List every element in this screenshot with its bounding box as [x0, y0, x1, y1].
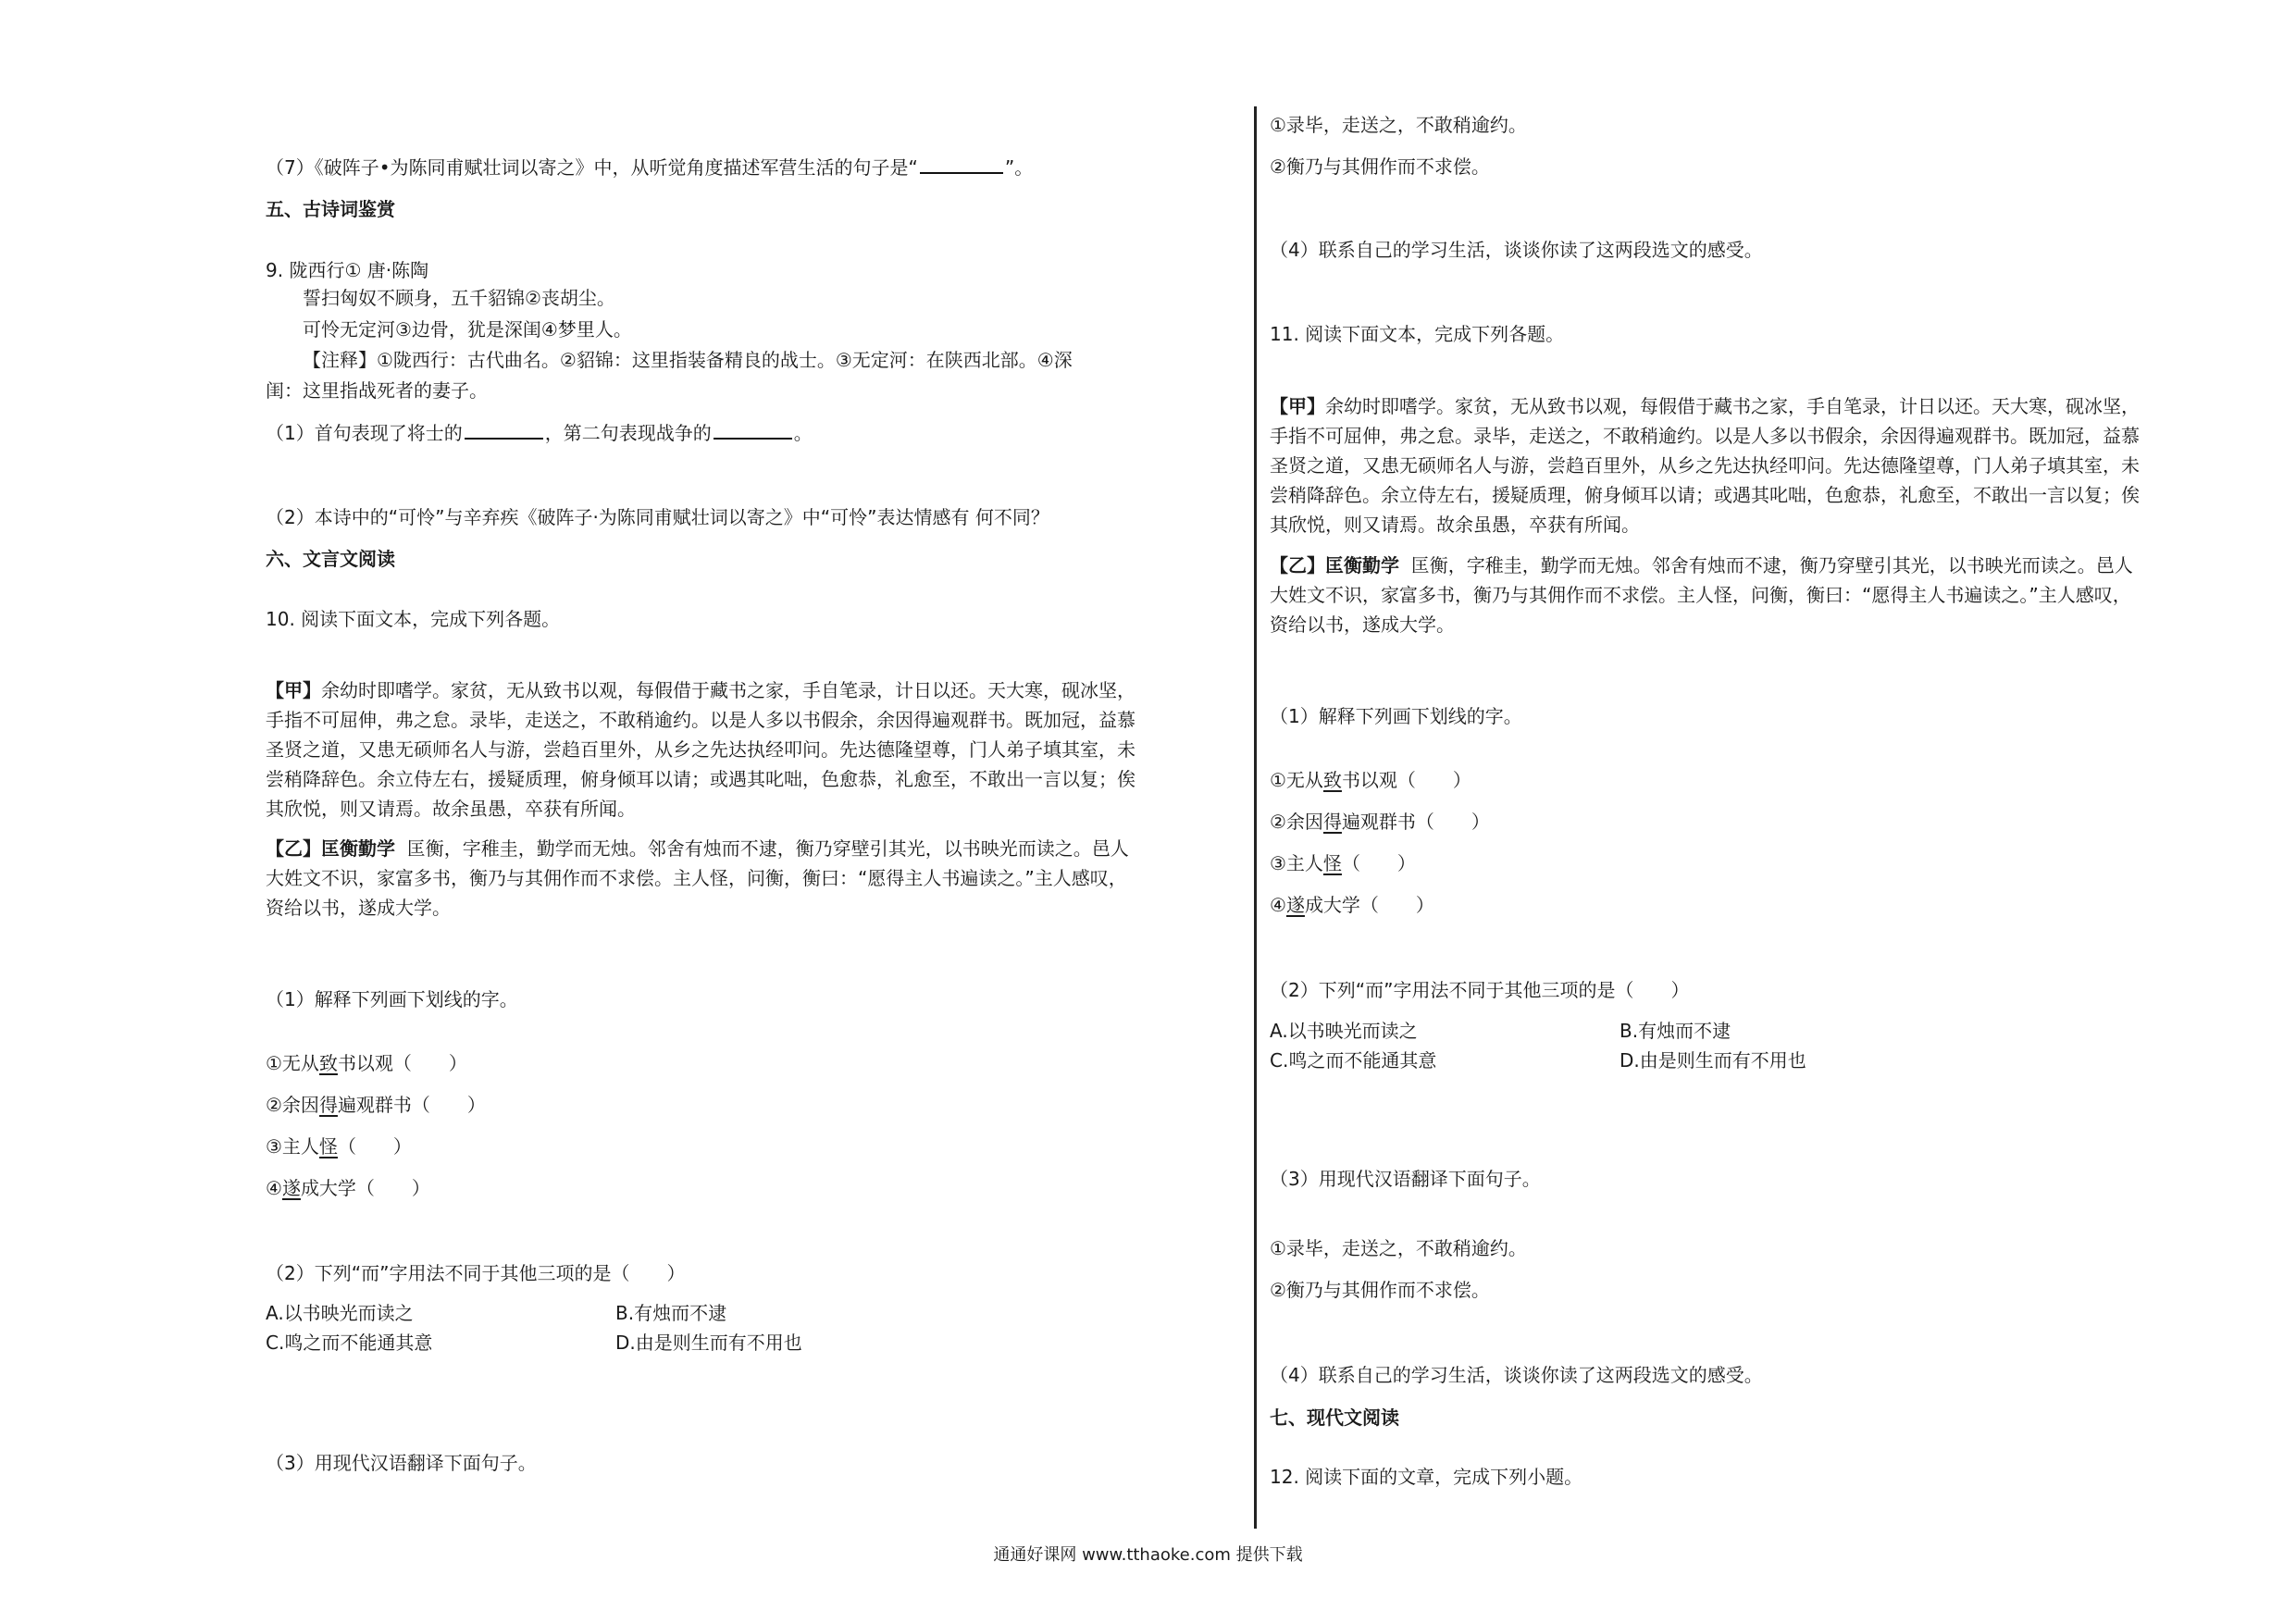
- q10-sub2: （2）下列“而”字用法不同于其他三项的是（ ）: [266, 1262, 686, 1284]
- passage-jia-line: 其欣悦，则又请焉。故余虽愚，卒获有所闻。: [1270, 514, 1640, 536]
- translate-item: ①录毕，走送之，不敢稍逾约。: [1270, 1237, 1527, 1259]
- vocab-item: ①无从致书以观（ ）: [1270, 769, 1471, 791]
- passage-jia-line: 【甲】余幼时即嗜学。家贫，无从致书以观，每假借于藏书之家，手自笔录，计日以还。天大寒，砚冰坚，: [266, 679, 1136, 701]
- q7-text: （7）《破阵子•为陈同甫赋壮词以寄之》中，从听觉角度描述军营生活的句子是“: [266, 156, 918, 179]
- translate-item: ②衡乃与其佣作而不求偿。: [1270, 1279, 1490, 1301]
- q9-sub1: （1）首句表现了将士的 ，第二句表现战争的 。: [266, 419, 813, 446]
- option-d[interactable]: D.由是则生而有不用也: [615, 1332, 802, 1354]
- section-heading: 七、现代文阅读: [1270, 1406, 1399, 1429]
- answer-blank[interactable]: [714, 419, 792, 440]
- poem-title: 9. 陇西行① 唐·陈陶: [266, 259, 429, 281]
- passage-jia-line: 【甲】余幼时即嗜学。家贫，无从致书以观，每假借于藏书之家，手自笔录，计日以还。天大寒，砚冰坚，: [1270, 395, 2140, 417]
- page-footer: 通通好课网 www.tthaoke.com 提供下载: [993, 1545, 1303, 1565]
- passage-jia-line: 圣贤之道，又患无硕师名人与游，尝趋百里外，从乡之先达执经叩问。先达德隆望尊，门人弟子填其室，未: [266, 738, 1136, 761]
- q11-sub3: （3）用现代汉语翻译下面句子。: [1270, 1168, 1541, 1190]
- q11-sub4: （4）联系自己的学习生活，谈谈你读了这两段选文的感受。: [1270, 1364, 1763, 1386]
- section-heading: 五、古诗词鉴赏: [266, 198, 395, 220]
- passage-yi-line: 大姓文不识，家富多书，衡乃与其佣作而不求偿。主人怪，问衡，衡曰：“愿得主人书遍读之。”主人感叹，: [1270, 584, 2131, 606]
- vocab-item: ④遂成大学（ ）: [1270, 894, 1434, 916]
- vocab-item: ③主人怪（ ）: [1270, 852, 1416, 874]
- q11-intro: 11. 阅读下面文本，完成下列各题。: [1270, 323, 1565, 345]
- passage-jia-line: 圣贤之道，又患无硕师名人与游，尝趋百里外，从乡之先达执经叩问。先达德隆望尊，门人弟子填其室，未: [1270, 454, 2140, 477]
- q9-sub2: （2）本诗中的“可怜”与辛弃疾《破阵子·为陈同甫赋壮词以寄之》中“可怜”表达情感有 何不同？: [266, 506, 1049, 528]
- poem-line: 誓扫匈奴不顾身，五千貂锦②丧胡尘。: [303, 287, 615, 309]
- q11-sub2: （2）下列“而”字用法不同于其他三项的是（ ）: [1270, 979, 1690, 1001]
- option-b[interactable]: B.有烛而不逮: [615, 1302, 727, 1324]
- passage-yi-line: 资给以书，遂成大学。: [1270, 613, 1455, 636]
- option-c[interactable]: C.鸣之而不能通其意: [266, 1332, 433, 1354]
- option-c[interactable]: C.鸣之而不能通其意: [1270, 1049, 1437, 1072]
- passage-jia-line: 其欣悦，则又请焉。故余虽愚，卒获有所闻。: [266, 798, 636, 820]
- q7-text-end: ”。: [1004, 156, 1034, 179]
- poem-note: 【注释】①陇西行：古代曲名。②貂锦：这里指装备精良的战士。③无定河：在陕西北部。④深: [303, 349, 1073, 371]
- q11-sub1: （1）解释下列画下划线的字。: [1270, 705, 1522, 727]
- option-a[interactable]: A.以书映光而读之: [1270, 1020, 1418, 1042]
- passage-yi-line: 【乙】匡衡勤学 匡衡，字稚圭，勤学而无烛。邻舍有烛而不逮，衡乃穿壁引其光，以书映光而读之。邑人: [1270, 554, 2133, 576]
- q10-sub3: （3）用现代汉语翻译下面句子。: [266, 1452, 537, 1474]
- option-a[interactable]: A.以书映光而读之: [266, 1302, 414, 1324]
- option-d[interactable]: D.由是则生而有不用也: [1620, 1049, 1806, 1072]
- q10-sub4: （4）联系自己的学习生活，谈谈你读了这两段选文的感受。: [1270, 239, 1763, 261]
- passage-jia-line: 手指不可屈伸，弗之怠。录毕，走送之，不敢稍逾约。以是人多以书假余，余因得遍观群书。既加冠，益慕: [266, 709, 1136, 731]
- vocab-item: ③主人怪（ ）: [266, 1135, 412, 1158]
- vocab-item: ②余因得遍观群书（ ）: [266, 1094, 486, 1116]
- q7-line: [266, 154, 1033, 180]
- passage-jia-line: 手指不可屈伸，弗之怠。录毕，走送之，不敢稍逾约。以是人多以书假余，余因得遍观群书。既加冠，益慕: [1270, 425, 2140, 447]
- q10-intro: 10. 阅读下面文本，完成下列各题。: [266, 608, 561, 630]
- passage-jia-line: 尝稍降辞色。余立侍左右，援疑质理，俯身倾耳以请；或遇其叱咄，色愈恭，礼愈至，不敢出一言以复；俟: [1270, 484, 2140, 506]
- q10-sub1: （1）解释下列画下划线的字。: [266, 988, 518, 1010]
- passage-yi-line: 资给以书，遂成大学。: [266, 897, 451, 919]
- passage-yi-line: 【乙】匡衡勤学 匡衡，字稚圭，勤学而无烛。邻舍有烛而不逮，衡乃穿壁引其光，以书映光而读之。邑人: [266, 837, 1129, 860]
- translate-item: ②衡乃与其佣作而不求偿。: [1270, 155, 1490, 178]
- vocab-item: ①无从致书以观（ ）: [266, 1052, 467, 1074]
- answer-blank[interactable]: [920, 154, 1003, 174]
- vocab-item: ④遂成大学（ ）: [266, 1177, 430, 1199]
- answer-blank[interactable]: [465, 419, 543, 440]
- q12-intro: 12. 阅读下面的文章，完成下列小题。: [1270, 1466, 1583, 1488]
- translate-item: ①录毕，走送之，不敢稍逾约。: [1270, 114, 1527, 136]
- passage-jia-line: 尝稍降辞色。余立侍左右，援疑质理，俯身倾耳以请；或遇其叱咄，色愈恭，礼愈至，不敢出一言以复；俟: [266, 768, 1136, 790]
- section-heading: 六、文言文阅读: [266, 548, 395, 570]
- option-b[interactable]: B.有烛而不逮: [1620, 1020, 1731, 1042]
- vocab-item: ②余因得遍观群书（ ）: [1270, 811, 1490, 833]
- passage-yi-line: 大姓文不识，家富多书，衡乃与其佣作而不求偿。主人怪，问衡，衡曰：“愿得主人书遍读之。”主人感叹，: [266, 867, 1127, 889]
- column-divider: [1254, 106, 1257, 1529]
- poem-note: 闺：这里指战死者的妻子。: [266, 379, 488, 402]
- poem-line: 可怜无定河③边骨，犹是深闺④梦里人。: [303, 318, 632, 341]
